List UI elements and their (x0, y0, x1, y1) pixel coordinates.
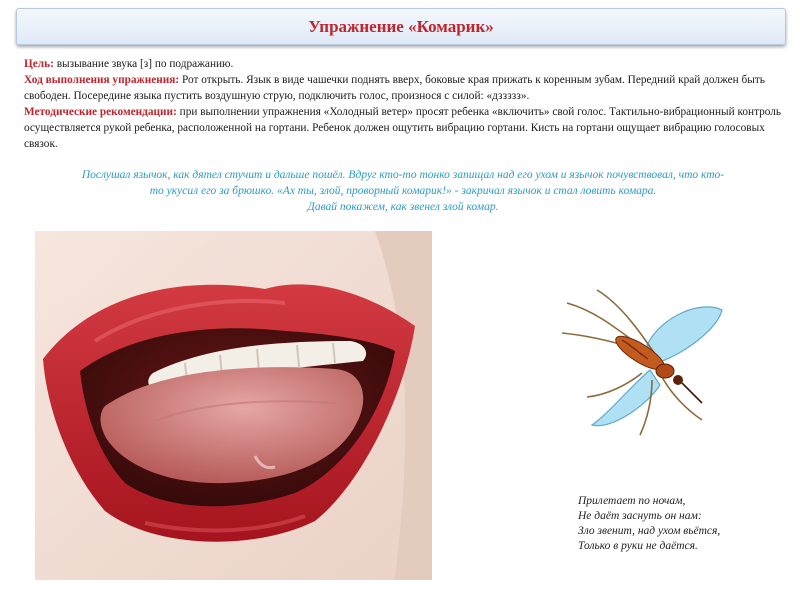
open-mouth-illustration (35, 231, 432, 580)
slide-title: Упражнение «Комарик» (308, 16, 494, 36)
poem-line: Только в руки не даётся. (578, 540, 698, 552)
story-line: то укусил его за брюшко. «Ах ты, злой, проворный комарик!» - закричал язычок и стал ловить комара. (149, 185, 657, 197)
description-block (24, 56, 784, 152)
procedure-paragraph (24, 72, 784, 104)
title-bar (16, 8, 786, 45)
poem (578, 494, 788, 554)
poem-line: Прилетает по ночам, (578, 495, 686, 507)
procedure-label: Ход выполнения упражнения: (24, 74, 180, 86)
poem-line: Не даёт заснуть он нам: (578, 510, 702, 522)
story-line: Давай покажем, как звенел злой комар. (307, 201, 499, 213)
goal-text: вызывание звука [з] по подражанию. (53, 58, 234, 70)
recommendations-text: при выполнении упражнения «Холодный ветер» просят ребенка «включить» свой голос. Тактильно-вибрационный контроль осуществляется рукой ребенка, расположенной на гортани. Ребенок должен ощутить вибрацию гортани. Кисть на гортани ощущает вибрацию голосовых связок. (24, 106, 782, 150)
open-mouth-photo (35, 231, 432, 580)
story-line: Послушал язычок, как дятел стучит и дальше пошёл. Вдруг кто-то тонко запищал над его ухом и язычок почувствовал, что кто- (81, 169, 725, 181)
recommendations-label: Методические рекомендации: (24, 106, 177, 118)
goal-paragraph (24, 56, 784, 72)
procedure-text: Рот открыть. Язык в виде чашечки поднять вверх, боковые края прижать к коренным зубам. Передний край должен быть свободен. Посередине языка пустить воздушную струю, подключить голос, произнося с силой: «дззззз». (24, 74, 765, 102)
goal-label: Цель: (24, 58, 54, 70)
poem-line: Зло звенит, над ухом вьётся, (578, 525, 721, 537)
story-text (28, 167, 778, 215)
mosquito-icon (552, 285, 732, 445)
mosquito-illustration (552, 285, 732, 445)
recommendations-paragraph (24, 104, 784, 152)
